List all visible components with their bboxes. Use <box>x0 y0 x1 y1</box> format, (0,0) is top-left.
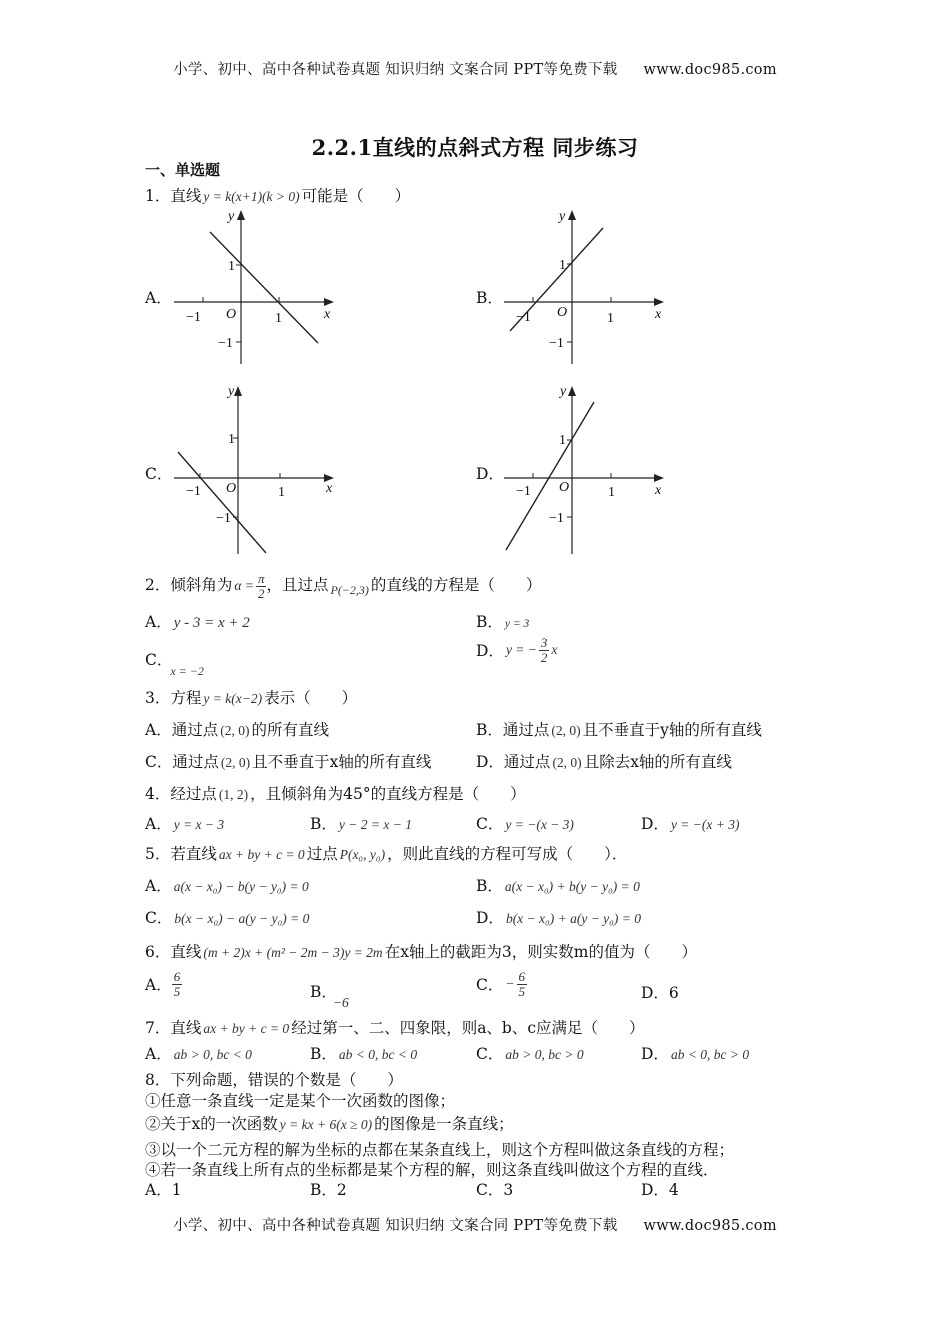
q3-a-post: 的所有直线 <box>251 721 329 739</box>
q7-d-label: D． <box>641 1045 669 1063</box>
q5-stem-post: ，则此直线的方程可写成（ ）． <box>387 845 628 863</box>
q2-frac-den: 2 <box>257 585 265 601</box>
q5-c-eq: b(x − x₀) − a(y − y₀) = 0 <box>174 911 310 926</box>
q4-stem-pre: 4．经过点 <box>145 785 217 803</box>
graph-line <box>178 452 266 553</box>
page-footer <box>0 1214 950 1235</box>
footer-text: 小学、初中、高中各种试卷真题 知识归纳 文案合同 PPT等免费下载 <box>173 1218 618 1234</box>
q7-c-eq: ab > 0, bc > 0 <box>505 1047 584 1062</box>
q7-a-eq: ab > 0, bc < 0 <box>173 1047 252 1062</box>
q7-option-a <box>145 1042 254 1064</box>
q5-option-a <box>145 874 311 896</box>
graph-line <box>506 402 594 550</box>
q3-c-point: (2, 0) <box>220 755 251 770</box>
q6-b-label: B． <box>310 983 337 1001</box>
q2-option-a-label: A． <box>145 613 172 631</box>
question-4 <box>145 782 526 804</box>
y-tick-neg1: −1 <box>216 511 231 526</box>
q3-c-pre: C．通过点 <box>145 753 219 771</box>
q2-option-a-eq: y - 3 = x + 2 <box>173 615 250 631</box>
q5-option-b <box>476 874 642 896</box>
q4-stem-post: ，且倾斜角为45°的直线方程是（ ） <box>250 785 526 803</box>
x-label: x <box>326 481 333 496</box>
x-tick-1: 1 <box>275 311 282 326</box>
q5-a-label: A． <box>145 877 172 895</box>
q5-d-label: D． <box>476 909 504 927</box>
q6-a-den: 5 <box>173 983 181 999</box>
x-tick-neg1: −1 <box>516 310 531 325</box>
q4-a-eq: y = x − 3 <box>173 817 225 832</box>
q4-c-label: C． <box>476 815 504 833</box>
q3-a-pre: A．通过点 <box>145 721 219 739</box>
q8-option-a: A．1 <box>145 1181 182 1199</box>
q8-s2-post: 的图像是一条直线； <box>374 1115 514 1133</box>
y-tick-1: 1 <box>559 433 566 448</box>
q3-b-point: (2, 0) <box>551 723 581 738</box>
q4-option-a <box>145 812 226 834</box>
question-5 <box>145 842 627 864</box>
y-tick-neg1: −1 <box>549 336 564 351</box>
q2-alpha: α = <box>234 578 254 594</box>
x-tick-1: 1 <box>607 311 614 326</box>
page-header <box>0 58 950 79</box>
x-label: x <box>655 307 662 322</box>
q4-b-eq: y − 2 = x − 1 <box>338 817 412 832</box>
footer-site: www.doc985.com <box>643 1218 777 1234</box>
question-7 <box>145 1016 645 1038</box>
q2-option-c-eq: x = −2 <box>170 664 204 678</box>
y-arrow <box>237 210 245 220</box>
q3-d-point: (2, 0) <box>552 755 582 770</box>
q5-b-eq: a(x − x₀) + b(y − y₀) = 0 <box>504 879 640 894</box>
q5-stem-pre: 5．若直线 <box>145 845 217 863</box>
q8-s2-eq: y = kx + 6(x ≥ 0) <box>279 1117 373 1132</box>
q2-option-b-label: B． <box>476 613 503 631</box>
q8-statement-2 <box>145 1112 514 1134</box>
graph-line <box>210 232 318 343</box>
q7-option-b <box>310 1042 419 1064</box>
q2-option-a <box>145 610 252 632</box>
q6-option-a <box>145 970 182 998</box>
q7-option-c <box>476 1042 586 1064</box>
x-tick-1: 1 <box>608 485 615 500</box>
q3-d-pre: D．通过点 <box>476 753 551 771</box>
q8-option-b: B．2 <box>310 1181 347 1199</box>
q2-option-d-eq-pre: y = − <box>505 642 537 658</box>
q8-statement-1: ①任意一条直线一定是某个一次函数的图像； <box>145 1092 456 1110</box>
q3-a-point: (2, 0) <box>220 723 250 738</box>
x-tick-neg1: −1 <box>516 484 531 499</box>
q1-stem-pre: 1．直线 <box>145 187 202 205</box>
q1-stem-post: 可能是（ ） <box>301 187 411 205</box>
origin-label: O <box>557 305 568 320</box>
q2-option-d <box>476 636 559 664</box>
q6-c-num: 6 <box>518 969 525 984</box>
q7-a-label: A． <box>145 1045 172 1063</box>
q8-statement-3: ③以一个二元方程的解为坐标的点都在某条直线上，则这个方程叫做这条直线的方程； <box>145 1141 735 1159</box>
q4-b-label: B． <box>310 815 337 833</box>
y-tick-neg1: −1 <box>549 511 564 526</box>
q4-point: (1, 2) <box>218 787 249 802</box>
q1-option-c-label: C． <box>145 465 173 483</box>
q2-pi-over-2 <box>256 572 267 600</box>
q7-stem-pre: 7．直线 <box>145 1019 202 1037</box>
x-arrow <box>324 298 334 306</box>
header-text: 小学、初中、高中各种试卷真题 知识归纳 文案合同 PPT等免费下载 <box>173 62 618 78</box>
q8-option-d: D．4 <box>641 1181 679 1199</box>
x-tick-neg1: −1 <box>186 484 201 499</box>
q2-option-d-label: D． <box>476 642 504 661</box>
header-site: www.doc985.com <box>643 62 777 78</box>
q6-b-val: −6 <box>332 995 349 1010</box>
q6-a-label: A． <box>145 976 172 995</box>
q3-stem-post: 表示（ ） <box>264 689 358 707</box>
graph-c <box>170 382 340 557</box>
q4-option-b <box>310 812 414 834</box>
graph-a <box>170 206 340 366</box>
q4-option-d <box>641 812 742 834</box>
y-label: y <box>560 384 567 399</box>
q5-c-label: C． <box>145 909 173 927</box>
q6-option-b <box>310 980 357 1010</box>
q6-c-sign: − <box>505 976 515 992</box>
q7-d-eq: ab < 0, bc > 0 <box>670 1047 750 1062</box>
q3-equation: y = k(x−2) <box>203 691 263 706</box>
q5-a-eq: a(x − x₀) − b(y − y₀) = 0 <box>173 879 309 894</box>
q6-option-c <box>476 970 527 998</box>
x-label: x <box>655 483 662 498</box>
origin-label: O <box>226 481 237 496</box>
q6-stem-post: 在x轴上的截距为3，则实数m的值为（ ） <box>384 943 697 961</box>
x-tick-1: 1 <box>278 485 285 500</box>
q3-c-post: 且不垂直于x轴的所有直线 <box>252 753 432 771</box>
q4-a-label: A． <box>145 815 172 833</box>
q3-option-b <box>476 718 762 740</box>
question-1 <box>145 184 410 206</box>
q6-stem-pre: 6．直线 <box>145 943 202 961</box>
q2-option-b <box>476 610 531 632</box>
q6-option-d: D．6 <box>641 984 679 1002</box>
q7-b-label: B． <box>310 1045 337 1063</box>
q2-frac-num: π <box>257 571 265 586</box>
q3-b-post: 且不垂直于y轴的所有直线 <box>582 721 762 739</box>
q2-option-b-eq: y = 3 <box>504 618 530 630</box>
q6-a-frac <box>172 970 183 998</box>
origin-label: O <box>559 480 570 495</box>
x-tick-neg1: −1 <box>186 310 201 325</box>
q5-option-c <box>145 906 311 928</box>
q6-c-label: C． <box>476 976 504 995</box>
q1-option-b-label: B． <box>476 289 503 307</box>
q3-b-pre: B．通过点 <box>476 721 550 739</box>
q7-option-d <box>641 1042 751 1064</box>
y-label: y <box>228 209 235 224</box>
q4-c-eq: y = −(x − 3) <box>505 817 574 832</box>
q7-c-label: C． <box>476 1045 504 1063</box>
q2-point: P(−2,3) <box>330 583 369 598</box>
y-tick-1: 1 <box>559 258 566 273</box>
q5-stem-mid: 过点 <box>306 845 338 863</box>
q7-stem-post: 经过第一、二、四象限，则a、b、c应满足（ ） <box>291 1019 645 1037</box>
x-label: x <box>324 307 331 322</box>
question-6 <box>145 940 697 962</box>
q6-c-den: 5 <box>518 983 525 999</box>
q8-option-c: C．3 <box>476 1181 514 1199</box>
q1-option-a-label: A． <box>145 289 172 307</box>
q2-option-c-label: C． <box>145 651 173 669</box>
q2-option-d-eq-post: x <box>551 642 558 658</box>
q5-b-label: B． <box>476 877 503 895</box>
question-3 <box>145 686 357 708</box>
q6-equation: (m + 2)x + (m² − 2m − 3)y = 2m <box>203 945 383 960</box>
q7-b-eq: ab < 0, bc < 0 <box>338 1047 418 1062</box>
q8-s2-pre: ②关于x的一次函数 <box>145 1115 278 1133</box>
q5-option-d <box>476 906 643 928</box>
y-tick-1: 1 <box>228 432 235 447</box>
q2-d-den: 2 <box>540 649 548 665</box>
q8-statement-4: ④若一条直线上所有点的坐标都是某个方程的解，则这条直线叫做这个方程的直线． <box>145 1161 719 1179</box>
q5-equation: ax + by + c = 0 <box>218 847 305 862</box>
q5-point: P(x₀, y₀) <box>339 847 386 862</box>
graph-b <box>502 206 672 366</box>
question-2 <box>145 572 541 600</box>
y-label: y <box>559 209 566 224</box>
q4-d-eq: y = −(x + 3) <box>670 817 740 832</box>
q4-option-c <box>476 812 576 834</box>
q7-equation: ax + by + c = 0 <box>203 1021 290 1036</box>
q3-option-c <box>145 750 431 772</box>
q3-d-post: 且除去x轴的所有直线 <box>583 753 732 771</box>
q2-option-c <box>145 648 210 678</box>
y-label: y <box>228 384 235 399</box>
graph-d <box>502 382 672 557</box>
q3-stem-pre: 3．方程 <box>145 689 202 707</box>
section-heading: 一、单选题 <box>145 161 221 179</box>
q3-option-d <box>476 750 732 772</box>
q2-stem-mid: ，且过点 <box>266 576 329 595</box>
q2-stem-pre: 2．倾斜角为 <box>145 576 233 595</box>
y-tick-neg1: −1 <box>218 336 233 351</box>
y-tick-1: 1 <box>228 259 235 274</box>
origin-label: O <box>226 307 237 322</box>
q5-d-eq: b(x − x₀) + a(y − y₀) = 0 <box>505 911 641 926</box>
q2-stem-post: 的直线的方程是（ ） <box>370 576 542 595</box>
q2-option-d-frac <box>539 636 550 664</box>
q4-d-label: D． <box>641 815 669 833</box>
q6-a-num: 6 <box>173 969 181 984</box>
q1-option-d-label: D． <box>476 465 504 483</box>
q3-option-a <box>145 718 329 740</box>
page-title: 2.2.1直线的点斜式方程 同步练习 <box>311 135 639 160</box>
q1-equation: y = k(x+1)(k > 0) <box>203 189 300 204</box>
q2-d-num: 3 <box>540 635 548 650</box>
question-8: 8．下列命题，错误的个数是（ ） <box>145 1071 403 1089</box>
q6-c-frac <box>517 970 528 998</box>
